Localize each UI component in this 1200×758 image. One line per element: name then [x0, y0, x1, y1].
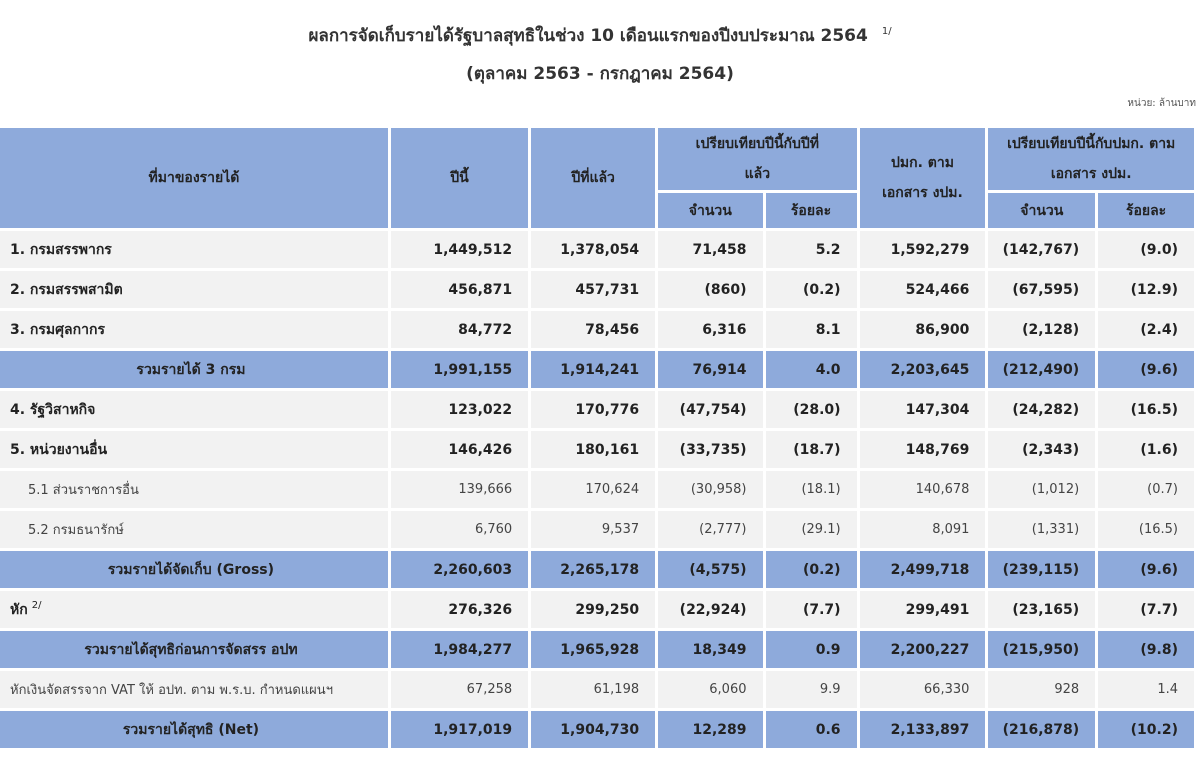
value-cell: 140,678 — [860, 471, 986, 508]
page-title — [0, 22, 1200, 49]
header-last-year: ปีที่แล้ว — [531, 128, 655, 228]
row-label-text: 5.2 กรมธนารักษ์ — [28, 523, 124, 538]
value-cell: 148,769 — [860, 431, 986, 468]
header-this-year: ปีนี้ — [391, 128, 528, 228]
value-cell: (47,754) — [658, 391, 762, 428]
value-cell: 524,466 — [860, 271, 986, 308]
row-label — [0, 671, 388, 708]
value-cell: 2,499,718 — [860, 551, 986, 588]
header-amount: จำนวน — [988, 193, 1095, 228]
value-cell: (2,777) — [658, 511, 762, 548]
value-cell: 1,917,019 — [391, 711, 528, 748]
value-cell: 147,304 — [860, 391, 986, 428]
value-cell: 456,871 — [391, 271, 528, 308]
header-source: ที่มาของรายได้ — [0, 128, 388, 228]
value-cell: (0.7) — [1098, 471, 1194, 508]
row-label-text: รวมรายได้จัดเก็บ (Gross) — [107, 561, 275, 578]
value-cell: 2,203,645 — [860, 351, 986, 388]
value-cell: 2,200,227 — [860, 631, 986, 668]
table-row — [0, 671, 1194, 708]
row-label — [0, 631, 388, 668]
header-compare-estimate: เปรียบเทียบปีนี้กับปมก. ตามเอกสาร งปม. — [988, 128, 1194, 190]
value-cell: (1,331) — [988, 511, 1095, 548]
header-compare-last-year: เปรียบเทียบปีนี้กับปีที่แล้ว — [658, 128, 856, 190]
value-cell: (30,958) — [658, 471, 762, 508]
table-row — [0, 391, 1194, 428]
total-row — [0, 631, 1194, 668]
value-cell: 18,349 — [658, 631, 762, 668]
value-cell: (9.6) — [1098, 351, 1194, 388]
value-cell: (7.7) — [1098, 591, 1194, 628]
value-cell: 457,731 — [531, 271, 655, 308]
value-cell: (2.4) — [1098, 311, 1194, 348]
header-percent: ร้อยละ — [766, 193, 857, 228]
value-cell: (16.5) — [1098, 391, 1194, 428]
value-cell: (9.6) — [1098, 551, 1194, 588]
row-label-text: รวมรายได้สุทธิ (Net) — [122, 721, 260, 738]
value-cell: 276,326 — [391, 591, 528, 628]
header-amount: จำนวน — [658, 193, 762, 228]
value-cell: (239,115) — [988, 551, 1095, 588]
row-label — [0, 391, 388, 428]
table-row — [0, 591, 1194, 628]
row-label-text: 4. รัฐวิสาหกิจ — [10, 401, 96, 418]
value-cell: 1,378,054 — [531, 231, 655, 268]
value-cell: 2,260,603 — [391, 551, 528, 588]
value-cell: 180,161 — [531, 431, 655, 468]
value-cell: 299,250 — [531, 591, 655, 628]
value-cell: 71,458 — [658, 231, 762, 268]
value-cell: (142,767) — [988, 231, 1095, 268]
value-cell: 170,624 — [531, 471, 655, 508]
value-cell: (23,165) — [988, 591, 1095, 628]
value-cell: 928 — [988, 671, 1095, 708]
value-cell: 139,666 — [391, 471, 528, 508]
value-cell: 2,133,897 — [860, 711, 986, 748]
footnote-marker: 2/ — [31, 599, 42, 611]
row-label — [0, 711, 388, 748]
value-cell: 299,491 — [860, 591, 986, 628]
value-cell: 6,760 — [391, 511, 528, 548]
title-text: ผลการจัดเก็บรายได้รัฐบาลสุทธิในช่วง 10 เดือนแรกของปีงบประมาณ 2564 — [308, 26, 868, 46]
row-label — [0, 511, 388, 548]
value-cell: 1,991,155 — [391, 351, 528, 388]
value-cell: 1,914,241 — [531, 351, 655, 388]
value-cell: (4,575) — [658, 551, 762, 588]
value-cell: (29.1) — [766, 511, 857, 548]
row-label — [0, 591, 388, 628]
row-label — [0, 551, 388, 588]
row-label-text: หักเงินจัดสรรจาก VAT ให้ อปท. ตาม พ.ร.บ. กำหนดแผนฯ — [10, 683, 333, 698]
value-cell: 9.9 — [766, 671, 857, 708]
value-cell: 9,537 — [531, 511, 655, 548]
value-cell: (1.6) — [1098, 431, 1194, 468]
header-percent: ร้อยละ — [1098, 193, 1194, 228]
value-cell: (18.7) — [766, 431, 857, 468]
value-cell: 1,904,730 — [531, 711, 655, 748]
row-label — [0, 431, 388, 468]
value-cell: 78,456 — [531, 311, 655, 348]
value-cell: 0.6 — [766, 711, 857, 748]
value-cell: (215,950) — [988, 631, 1095, 668]
value-cell: 6,060 — [658, 671, 762, 708]
value-cell: 66,330 — [860, 671, 986, 708]
value-cell: (0.2) — [766, 551, 857, 588]
value-cell: 4.0 — [766, 351, 857, 388]
value-cell: (12.9) — [1098, 271, 1194, 308]
value-cell: (860) — [658, 271, 762, 308]
row-label-text: หัก — [10, 601, 28, 618]
row-label-text: 2. กรมสรรพสามิต — [10, 281, 123, 298]
total-row — [0, 711, 1194, 748]
value-cell: 170,776 — [531, 391, 655, 428]
value-cell: (212,490) — [988, 351, 1095, 388]
value-cell: (24,282) — [988, 391, 1095, 428]
value-cell: 123,022 — [391, 391, 528, 428]
value-cell: 76,914 — [658, 351, 762, 388]
table-body — [0, 231, 1194, 748]
value-cell: 67,258 — [391, 671, 528, 708]
unit-label: หน่วย: ล้านบาท — [1127, 98, 1196, 109]
value-cell: 1,965,928 — [531, 631, 655, 668]
value-cell: 1.4 — [1098, 671, 1194, 708]
table-row — [0, 431, 1194, 468]
row-label-text: 3. กรมศุลกากร — [10, 321, 105, 338]
row-label — [0, 311, 388, 348]
value-cell: (1,012) — [988, 471, 1095, 508]
value-cell: 86,900 — [860, 311, 986, 348]
row-label-text: 1. กรมสรรพากร — [10, 241, 112, 258]
value-cell: (18.1) — [766, 471, 857, 508]
value-cell: 0.9 — [766, 631, 857, 668]
value-cell: (2,128) — [988, 311, 1095, 348]
value-cell: (2,343) — [988, 431, 1095, 468]
header-estimate: ปมก. ตามเอกสาร งปม. — [860, 128, 986, 228]
row-label-text: รวมรายได้ 3 กรม — [136, 361, 246, 378]
row-label-text: 5. หน่วยงานอื่น — [10, 441, 108, 458]
row-label-text: รวมรายได้สุทธิก่อนการจัดสรร อปท — [84, 641, 298, 658]
value-cell: 61,198 — [531, 671, 655, 708]
value-cell: 8,091 — [860, 511, 986, 548]
value-cell: (16.5) — [1098, 511, 1194, 548]
table-row — [0, 471, 1194, 508]
value-cell: 6,316 — [658, 311, 762, 348]
value-cell: 1,592,279 — [860, 231, 986, 268]
row-label-text: 5.1 ส่วนราชการอื่น — [28, 483, 139, 498]
row-label — [0, 351, 388, 388]
value-cell: 146,426 — [391, 431, 528, 468]
value-cell: (33,735) — [658, 431, 762, 468]
value-cell: (216,878) — [988, 711, 1095, 748]
value-cell: 84,772 — [391, 311, 528, 348]
value-cell: (0.2) — [766, 271, 857, 308]
value-cell: 8.1 — [766, 311, 857, 348]
value-cell: (67,595) — [988, 271, 1095, 308]
table-row — [0, 231, 1194, 268]
row-label — [0, 231, 388, 268]
total-row — [0, 351, 1194, 388]
row-label — [0, 271, 388, 308]
value-cell: 5.2 — [766, 231, 857, 268]
row-label — [0, 471, 388, 508]
value-cell: (9.0) — [1098, 231, 1194, 268]
value-cell: (7.7) — [766, 591, 857, 628]
value-cell: (22,924) — [658, 591, 762, 628]
value-cell: (28.0) — [766, 391, 857, 428]
value-cell: (10.2) — [1098, 711, 1194, 748]
value-cell: 12,289 — [658, 711, 762, 748]
value-cell: 2,265,178 — [531, 551, 655, 588]
value-cell: 1,449,512 — [391, 231, 528, 268]
revenue-table — [0, 125, 1197, 751]
table-row — [0, 271, 1194, 308]
total-row — [0, 551, 1194, 588]
table-row — [0, 511, 1194, 548]
table-row — [0, 311, 1194, 348]
value-cell: 1,984,277 — [391, 631, 528, 668]
page-subtitle: (ตุลาคม 2563 - กรกฎาคม 2564) — [466, 64, 734, 84]
value-cell: (9.8) — [1098, 631, 1194, 668]
title-footnote: 1/ — [881, 26, 892, 38]
